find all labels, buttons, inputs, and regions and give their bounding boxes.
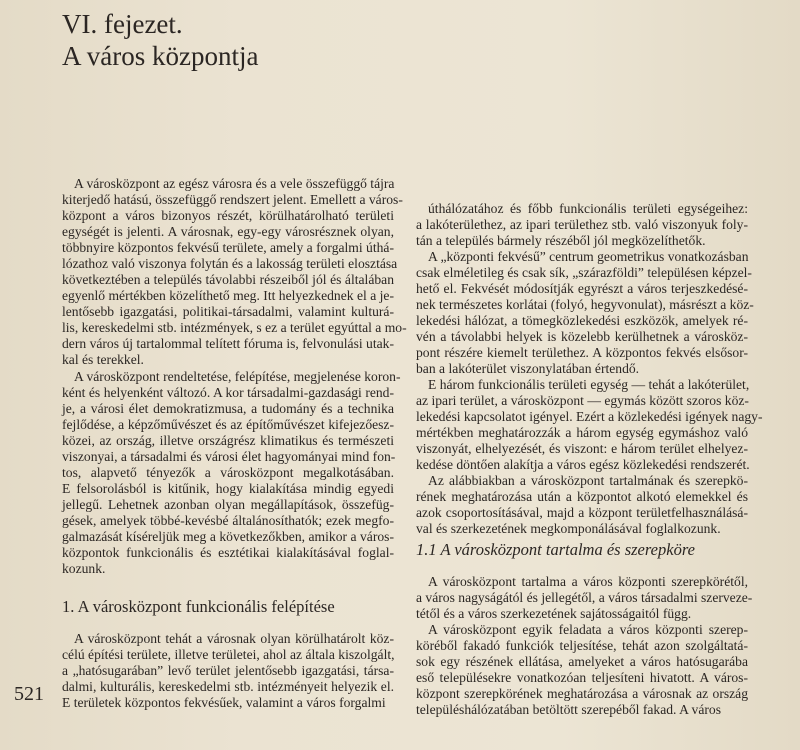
text-line: ban a lakóterület viszonylatában értendő. bbox=[416, 361, 640, 376]
text-line: A városközpont tartalma a város központi szerepkörétől, bbox=[428, 574, 748, 589]
left-paragraph-2 bbox=[62, 369, 401, 577]
text-line: dern város új tartalommal telített fóruma is, felvonulási utak- bbox=[62, 336, 394, 351]
text-line: közei, az ország, illetve országrész klimatikus és természeti bbox=[62, 433, 394, 448]
text-line: központ szerepkörének meghatározása a városnak az ország bbox=[416, 686, 748, 701]
text-line: jellegű. Lehetnek azonban olyan megállapítások, összefüg- bbox=[62, 497, 394, 512]
text-line: sok egy részének ellátása, amelyeket a város hatósugarába bbox=[416, 654, 748, 669]
text-line: fejlődése, a képzőművészet és az építőművészet kifejezőesz- bbox=[62, 417, 394, 432]
right-paragraph-4 bbox=[416, 473, 748, 537]
text-line: galmazását kíséreljük meg a következőkben, amikor a város- bbox=[62, 529, 394, 544]
left-paragraph-1 bbox=[62, 176, 407, 368]
text-line: lentősebb igazgatási, politikai-társadalmi, valamint kulturá- bbox=[62, 304, 394, 319]
text-line: tétől és a város szerkezetének sajátosságaitól függ. bbox=[416, 606, 692, 621]
text-line: A városközpont tehát a városnak olyan körülhatárolt köz- bbox=[74, 631, 394, 646]
text-line: kal és terekkel. bbox=[62, 352, 144, 367]
text-line: E területek központos fekvésűek, valamint a város forgalmi bbox=[62, 695, 386, 710]
text-line: A „központi fekvésű” centrum geometrikus vonatkozásban bbox=[428, 249, 749, 264]
text-line: viszonyát, elhelyezését, és viszont: e három terület elhelyez- bbox=[416, 441, 748, 456]
text-line: azok csoportosításával, majd a központ területfelhasználásá- bbox=[416, 505, 748, 520]
text-line: A városközpont az egész városra és a vele összefüggő tájra bbox=[74, 176, 395, 191]
text-line: egyenlő mértékben közelíthető meg. Itt helyezkednek el a je- bbox=[62, 288, 394, 303]
text-line: többnyire központos fekvésű területe, amely a forgalmi úthá- bbox=[62, 240, 394, 255]
text-line: mértékben meghatározzák a három egység egymáshoz való bbox=[416, 425, 748, 440]
text-line: egységét is jelenti. A városnak, egy-egy városrésznek olyan, bbox=[62, 224, 394, 239]
text-line: központ a város bizonyos részét, körülhatárolható területi bbox=[62, 208, 394, 223]
text-line: viszonyai, a társadalmi és városi élet hagyományai mind fon- bbox=[62, 449, 396, 464]
text-line: célú építési területe, illetve területei, ahol az általa kiszolgált, bbox=[62, 647, 395, 662]
text-line: je, a városi élet demokratizmusa, a tudomány és a technika bbox=[62, 401, 394, 416]
text-line: lis, kereskedelmi stb. intézmények, s ez a terület egyúttal a mo- bbox=[62, 320, 407, 335]
text-line: gések, amelyek többé-kevésbé általánosíthatók; ezek megfo- bbox=[62, 513, 394, 528]
text-line: tán a település bármely részéből jól megközelíthetők. bbox=[416, 233, 706, 248]
text-line: a lakóterülethez, az ipari területhez stb. való viszonyuk foly- bbox=[416, 217, 748, 232]
text-line: Az alábbiakban a városközpont tartalmának és szerepkö- bbox=[428, 473, 748, 488]
text-line: nek természetes korlátai (folyó, hegyvonulat), másrészt a köz- bbox=[416, 297, 754, 312]
text-line: E három funkcionális területi egység — tehát a lakóterület, bbox=[428, 377, 750, 392]
chapter-title: A város központja bbox=[62, 41, 259, 71]
text-line: a város nagyságától és jellegétől, a város társadalmi szerveze- bbox=[416, 590, 753, 605]
chapter-number: VI. fejezet. bbox=[62, 9, 183, 39]
section-heading: 1. A városközpont funkcionális felépítése bbox=[62, 597, 335, 616]
text-line: E felsorolásból is kitűnik, hogy kialakítása mindig egyedi bbox=[62, 481, 394, 496]
right-paragraph-2 bbox=[416, 249, 754, 377]
text-line: dalmi, kulturális, kereskedelmi stb. intézményeit helyezik el. bbox=[62, 679, 394, 694]
right-paragraph-6 bbox=[416, 622, 748, 718]
text-line: hető el. Fekvését módosítják egyrészt a város terjeszkedésé- bbox=[416, 281, 748, 296]
text-line: kiterjedő hatású, összefüggő rendszert jelent. Emellett a város- bbox=[62, 192, 403, 207]
text-line: pont részére kiemelt területhez. A központos fekvés elsősor- bbox=[416, 345, 748, 360]
text-line: eső településekre vonatkozóan teljesíteni hivatott. A város- bbox=[416, 670, 748, 685]
text-line: kedése döntően alakítja a város egész közlekedési rendszerét. bbox=[416, 457, 750, 472]
text-line: lózathoz való viszonya folytán és a lakosság területi elosztása bbox=[62, 256, 398, 271]
text-line: a „hatósugarában” levő terület jelentősebb igazgatási, társa- bbox=[62, 663, 394, 678]
right-paragraph-3 bbox=[416, 377, 763, 473]
text-line: az ipari terület, a városközpont — egymás között szoros köz- bbox=[416, 393, 749, 408]
subsection-heading: 1.1 A városközpont tartalma és szerepköre bbox=[416, 540, 695, 559]
text-line: A városközpont rendeltetése, felépítése, megjelenése koron- bbox=[74, 369, 401, 384]
text-line: központok funkcionális és esztétikai kialakításával foglal- bbox=[62, 545, 394, 560]
text-line: következtében a település távolabbi részeiből jól és általában bbox=[62, 272, 394, 287]
text-line: rének meghatározása után a központot alkotó elemekkel és bbox=[416, 489, 748, 504]
page-number: 521 bbox=[14, 683, 44, 705]
text-line: kozunk. bbox=[62, 561, 106, 576]
text-line: A városközpont egyik feladata a város központi szerep- bbox=[428, 622, 748, 637]
text-line: lekedési kapcsolatot igényel. Ezért a közlekedési igények nagy- bbox=[416, 409, 763, 424]
text-line: vén a távolabbi helyek is közelebb kerülhetnek a városköz- bbox=[416, 329, 748, 344]
text-line: úthálózatához és főbb funkcionális területi egységeihez: bbox=[428, 201, 748, 216]
text-line: településhálózatában betöltött szerepéből fakad. A város bbox=[416, 702, 721, 717]
text-line: val és szerkezetének megkomponálásával foglalkozunk. bbox=[416, 521, 721, 536]
text-line: tos, alapvető tényezők a városközpont megalkotásában. bbox=[62, 465, 394, 480]
right-paragraph-5 bbox=[416, 574, 753, 622]
right-paragraph-1 bbox=[416, 201, 748, 249]
left-paragraph-3 bbox=[62, 631, 394, 711]
text-line: köréből fakadó funkciók teljesítése, tehát azon szolgáltatá- bbox=[416, 638, 748, 653]
text-line: ként és helyenként változó. A kor társadalmi-gazdasági rend- bbox=[62, 385, 394, 400]
text-line: lekedési hálózat, a tömegközlekedési eszközök, amelyek ré- bbox=[416, 313, 748, 328]
text-line: csak elméletileg és csak sík, „szárazföldi” településen képzel- bbox=[416, 265, 752, 280]
